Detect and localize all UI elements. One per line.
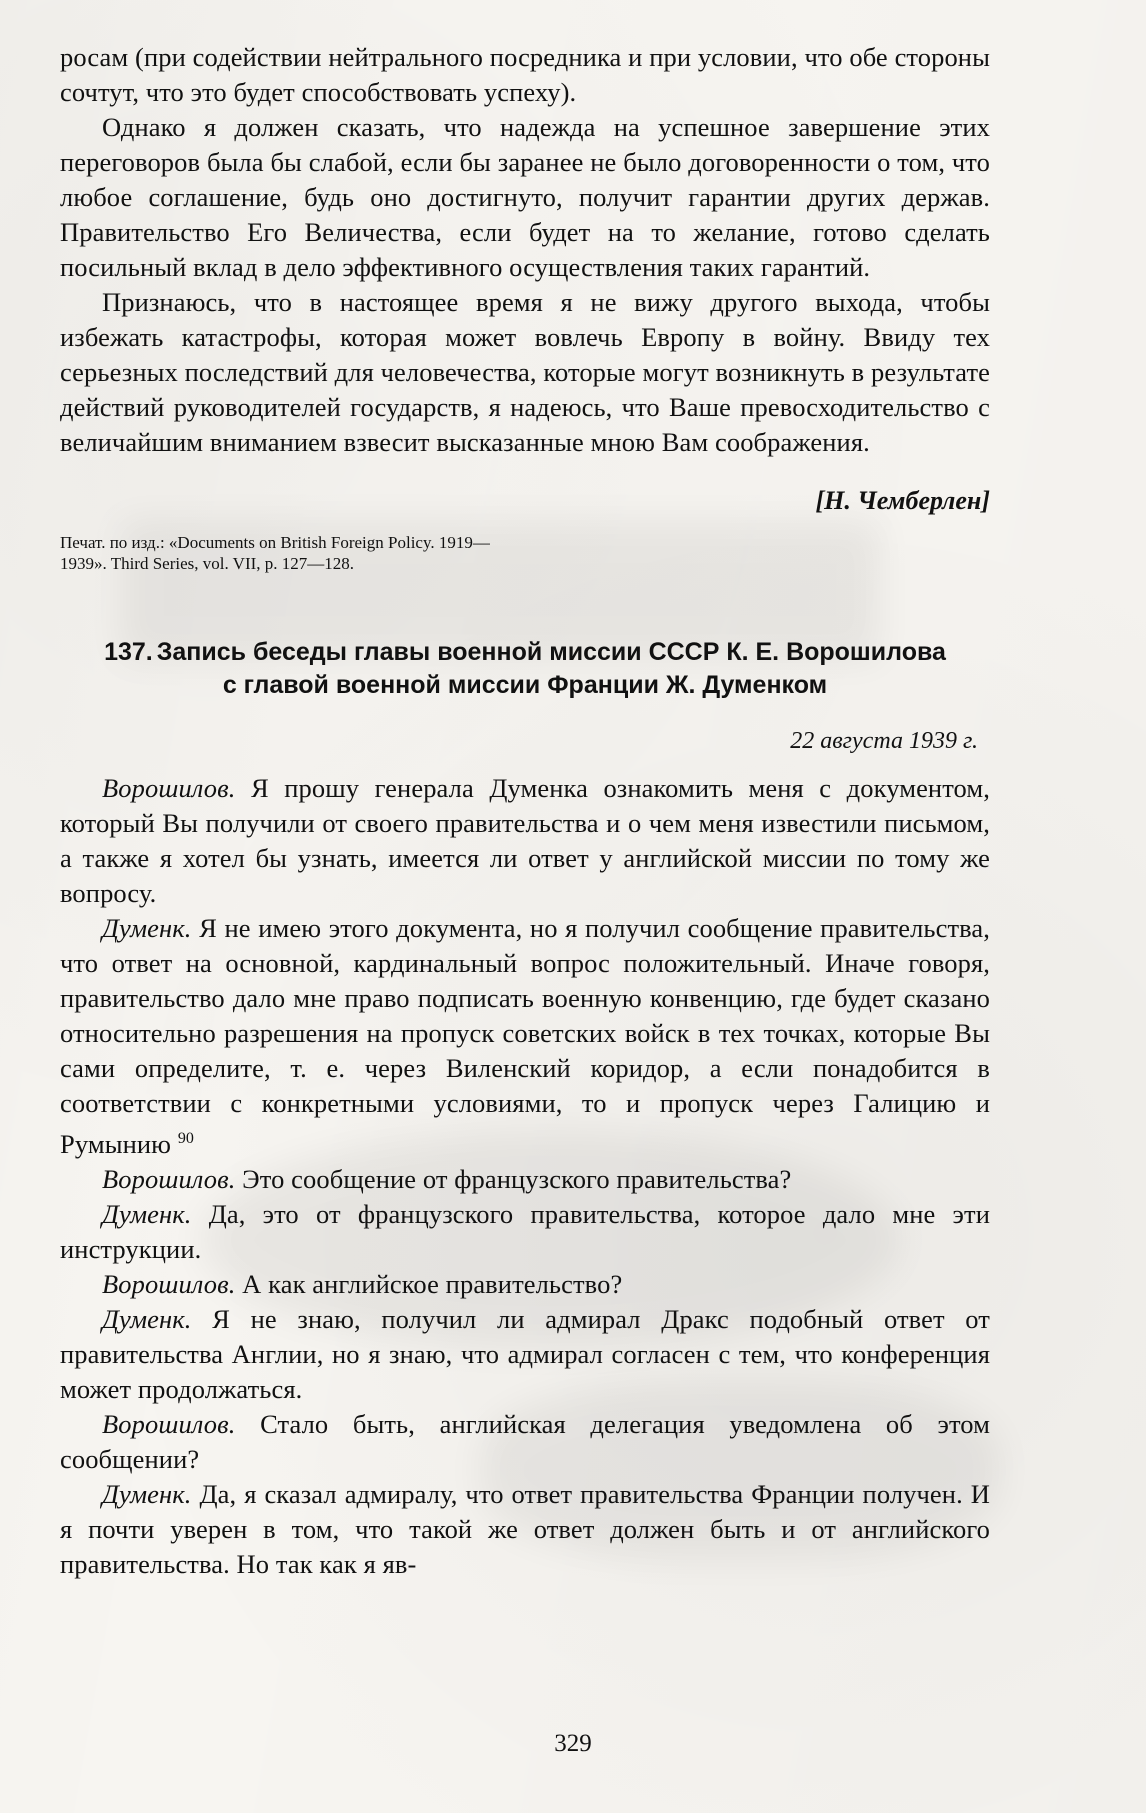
paragraph: Однако я должен сказать, что надежда на успешное завершение этих переговоров была бы слабой, если бы заранее не было договоренности о том, что любое соглашение, будь оно достигнуто, получит гарантии других держав. Правительство Его Величества, если будет на то желание, готово сделать посильный вклад в дело эффективного осуществления таких гарантий.: [60, 112, 990, 282]
dialogue-line: [60, 1302, 990, 1407]
speaker-text: Да, я сказал адмиралу, что ответ правительства Франции получен. И я почти уверен в том, что такой же ответ должен быть и от английского правительства. Но так как я яв-: [60, 1478, 990, 1579]
dialogue-line: [60, 1267, 990, 1302]
entry-number: 137.: [104, 638, 153, 666]
entry-date: 22 августа 1939 г.: [790, 728, 978, 754]
speaker-text: Я не имею этого документа, но я получил сообщение правительства, что ответ на основной, кардинальный вопрос положительный. Иначе говоря, правительство дало мне право подписать военную конвенцию, где будет сказано относительно разрешения на пропуск советских войск в тех точках, которые Вы сами определите, т. е. через Виленский коридор, а если понадобится в соответствии с конкретными условиями, то и пропуск через Галицию и Румынию: [60, 913, 990, 1159]
speaker-name: Ворошилов.: [102, 1408, 236, 1439]
speaker-text: Это сообщение от французского правительства?: [235, 1163, 792, 1194]
speaker-name: Ворошилов.: [102, 1268, 236, 1299]
dialogue-line: [60, 771, 990, 911]
paragraph: Признаюсь, что в настоящее время я не вижу другого выхода, чтобы избежать катастрофы, которая может вовлечь Европу в войну. Ввиду тех серьезных последствий для человечества, которые могут возникнуть в результате действий руководителей государств, я надеюсь, что Ваше превосходительство с величайшим вниманием взвесит высказанные мною Вам соображения.: [60, 287, 990, 457]
dialogue-line: [60, 1407, 990, 1477]
page-number: 329: [554, 1730, 592, 1757]
source-note: Печат. по изд.: «Documents on British Foreign Policy. 1919—1939». Third Series, vol. VII, p. 127—128.: [60, 533, 490, 573]
speaker-text: Стало быть, английская делегация уведомлена об этом сообщении?: [60, 1408, 990, 1474]
speaker-name: Ворошилов.: [102, 1163, 236, 1194]
paragraph-continuation: росам (при содействии нейтрального посредника и при условии, что обе стороны сочтут, что это будет способствовать успеху).: [60, 42, 990, 107]
dialogue-line: [60, 1197, 990, 1267]
speaker-text: Я прошу генерала Думенка ознакомить меня с документом, который Вы получили от своего правительства и о чем меня известили письмом, а также я хотел бы узнать, имеется ли ответ у английской миссии по тому же вопросу.: [60, 773, 990, 908]
speaker-name: Ворошилов.: [102, 773, 236, 803]
entry-title-line-2: с главой военной миссии Франции Ж. Думенком: [222, 671, 828, 699]
page-content: [60, 40, 990, 1582]
dialogue-line: [60, 1477, 990, 1582]
letter-signature: [Н. Чемберлен]: [815, 486, 990, 515]
footnote-marker: 90: [177, 1130, 195, 1147]
speaker-name: Думенк.: [102, 1478, 192, 1509]
dialogue-line: [60, 1162, 990, 1197]
speaker-text: Я не знаю, получил ли адмирал Дракс подобный ответ от правительства Англии, но я знаю, что адмирал согласен с тем, что конференция может продолжаться.: [60, 1303, 990, 1404]
speaker-text: Да, это от французского правительства, которое дало мне эти инструкции.: [60, 1198, 990, 1264]
dialogue-block: [60, 771, 990, 1582]
speaker-name: Думенк.: [102, 913, 192, 943]
speaker-text: А как английское правительство?: [235, 1268, 623, 1299]
dialogue-line: [60, 911, 990, 1162]
entry-title-line-1: Запись беседы главы военной миссии СССР К. Е. Ворошилова: [156, 638, 946, 666]
speaker-name: Думенк.: [102, 1303, 192, 1334]
entry-heading: [60, 636, 990, 702]
speaker-name: Думенк.: [102, 1198, 192, 1229]
